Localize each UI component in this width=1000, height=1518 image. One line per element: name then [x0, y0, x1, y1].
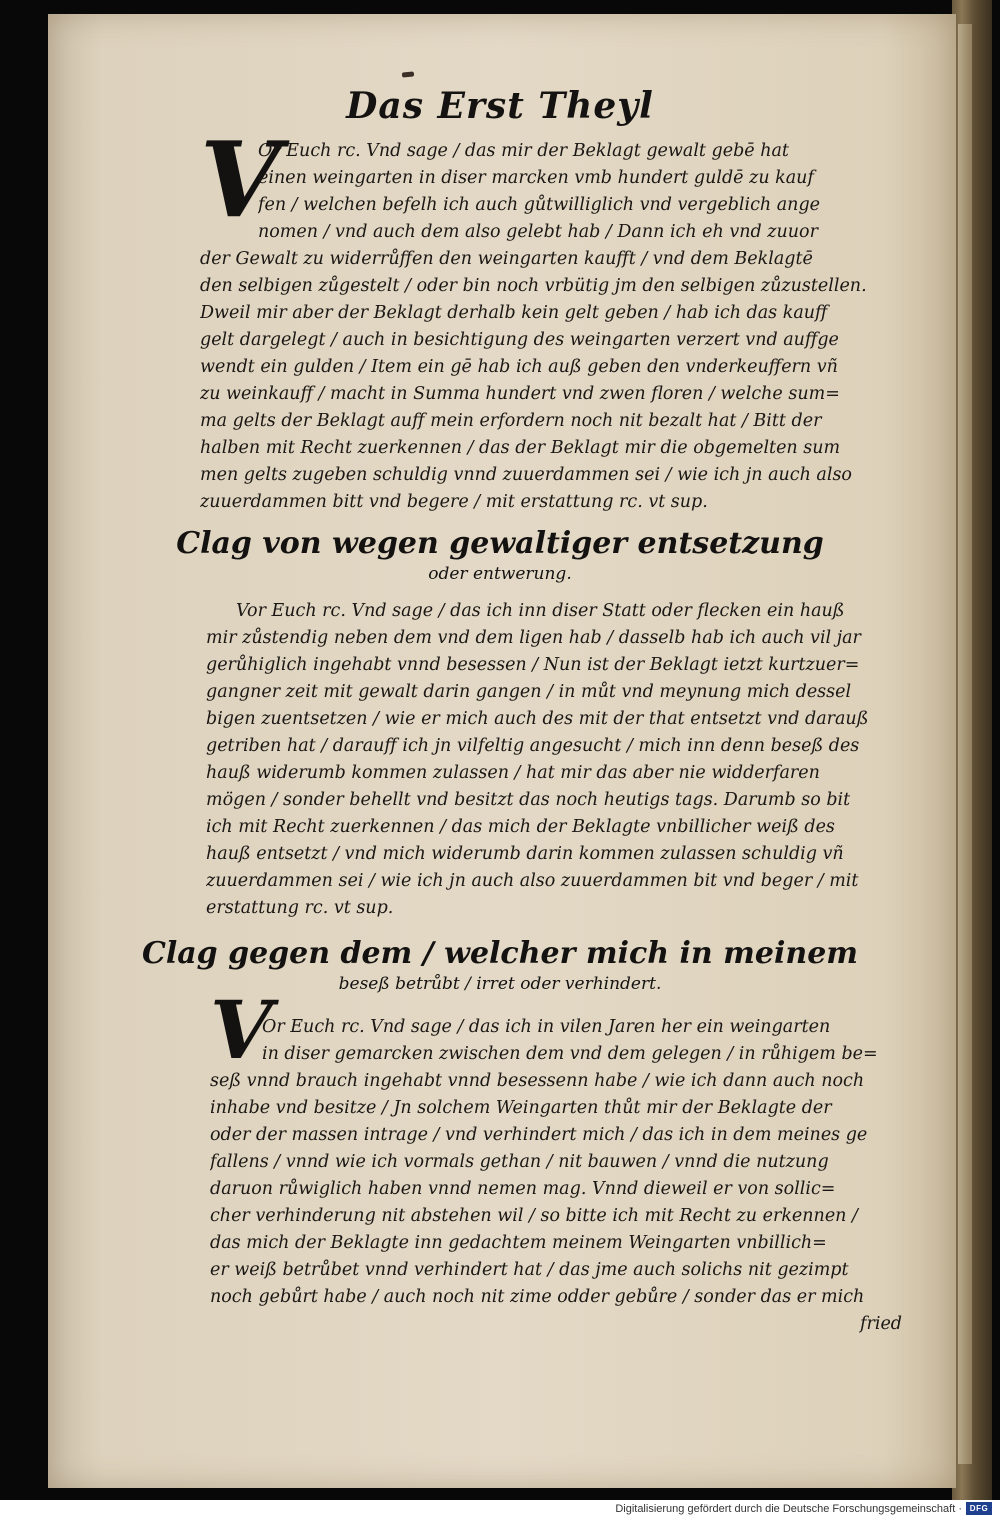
text-line: men gelts zugeben schuldig vnnd zuuerdammen sei / wie ich jn auch also [200, 465, 852, 485]
catchword: fried [860, 1314, 902, 1334]
text-line: zu weinkauff / macht in Summa hundert vnd zwen floren / welche sum= [200, 384, 840, 404]
text-line: zuuerdammen sei / wie ich jn auch also zuuerdammen bit vnd beger / mit [206, 871, 859, 891]
text-line: mögen / sonder behellt vnd besitzt das noch heutigs tags. Darumb so bit [206, 790, 851, 810]
text-line: getriben hat / darauff ich jn vilfeltig angesucht / mich inn denn beseß des [206, 736, 860, 756]
paragraph-section-3-cont [210, 1068, 902, 1338]
text-line: gerůhiglich ingehabt vnnd besessen / Nun ist der Beklagt ietzt kurtzuer= [206, 655, 860, 675]
drop-cap-initial: V [200, 118, 281, 241]
text-line: bigen zuentsetzen / wie er mich auch des mit der that entsetzt vnd darauß [206, 709, 869, 729]
text-line: seß vnnd brauch ingehabt vnnd besessenn habe / wie ich dann auch noch [210, 1071, 865, 1091]
section-heading: Clag von wegen gewaltiger entsetzung [176, 526, 824, 561]
text-line: ma gelts der Beklagt auff mein erfordern noch nit bezalt hat / Bitt der [200, 411, 822, 431]
text-line: daruon růwiglich haben vnnd nemen mag. Vnnd dieweil er von sollic= [210, 1179, 836, 1199]
drop-cap-initial: V [210, 983, 273, 1077]
text-line: zuuerdammen bitt vnd begere / mit erstattung rc. vt sup. [200, 492, 708, 512]
text-line: der Gewalt zu widerrůffen den weingarten kaufft / vnd dem Beklagtē [200, 249, 813, 269]
text-line: ich mit Recht zuerkennen / das mich der Beklagte vnbillicher weiß des [206, 817, 835, 837]
text-line: erstattung rc. vt sup. [206, 898, 394, 918]
section-subheading: oder entwerung. [428, 564, 572, 584]
funding-notice: Digitalisierung gefördert durch die Deutsche Forschungsgemeinschaft · [615, 1503, 962, 1515]
text-line: mir zůstendig neben dem vnd dem ligen hab / dasselb hab ich auch vil jar [206, 628, 861, 648]
section-heading: Clag gegen dem / welcher mich in meinem [141, 936, 859, 971]
book-edge-inner [958, 24, 972, 1464]
text-line: in diser gemarcken zwischen dem vnd dem gelegen / in růhigem be= [262, 1044, 878, 1064]
text-line: inhabe vnd besitze / Jn solchem Weingarten thůt mir der Beklagte der [210, 1098, 832, 1118]
text-line: Or Euch rc. Vnd sage / das mir der Beklagt gewalt gebē hat [258, 141, 789, 161]
dfg-logo-icon: DFG [966, 1502, 992, 1515]
text-line: halben mit Recht zuerkennen / das der Beklagt mir die obgemelten sum [200, 438, 841, 458]
text-line: den selbigen zůgestelt / oder bin noch vrbütig jm den selbigen zůzustellen. [200, 276, 867, 296]
paragraph-section-2 [206, 598, 902, 922]
text-line: er weiß betrůbet vnnd verhindert hat / das jme auch solichs nit gezimpt [210, 1260, 849, 1280]
footer-bar [0, 1500, 1000, 1518]
text-line: wendt ein gulden / Item ein gē hab ich auß geben den vnderkeuffern vñ [200, 357, 838, 377]
paragraph-section-1-cont [200, 246, 900, 516]
paragraph-section-3 [262, 1014, 902, 1068]
text-line: gelt dargelegt / auch in besichtigung des weingarten verzert vnd auffge [200, 330, 839, 350]
text-line: oder der massen intrage / vnd verhindert mich / das ich in dem meines ge [210, 1125, 868, 1145]
text-line: Or Euch rc. Vnd sage / das ich in vilen Jaren her ein weingarten [262, 1017, 831, 1037]
text-line: Dweil mir aber der Beklagt derhalb kein gelt geben / hab ich das kauff [200, 303, 828, 323]
text-line: hauß entsetzt / vnd mich widerumb darin kommen zulassen schuldig vñ [206, 844, 844, 864]
section-subheading: beseß betrůbt / irret oder verhindert. [338, 974, 662, 994]
text-line: noch gebůrt habe / auch noch nit zime odder gebůre / sonder das er mich [210, 1287, 865, 1307]
paragraph-section-1 [258, 138, 898, 246]
text-line: cher verhinderung nit abstehen wil / so bitte ich mit Recht zu erkennen / [210, 1206, 858, 1226]
text-line: fallens / vnnd wie ich vormals gethan / nit bauwen / vnnd die nutzung [210, 1152, 829, 1172]
running-header-title: Das Erst Theyl [346, 85, 654, 127]
text-line: Vor Euch rc. Vnd sage / das ich inn diser Statt oder flecken ein hauß [236, 601, 845, 621]
text-line: fen / welchen befelh ich auch gůtwilliglich vnd vergeblich ange [258, 195, 820, 215]
text-line: hauß widerumb kommen zulassen / hat mir das aber nie widderfaren [206, 763, 820, 783]
text-line: nomen / vnd auch dem also gelebt hab / Dann ich eh vnd zuuor [258, 222, 818, 242]
text-line: das mich der Beklagte inn gedachtem meinem Weingarten vnbillich= [210, 1233, 827, 1253]
text-line: einen weingarten in diser marcken vmb hundert guldē zu kauf [258, 168, 814, 188]
text-line: gangner zeit mit gewalt darin gangen / in můt vnd meynung mich dessel [206, 682, 852, 702]
